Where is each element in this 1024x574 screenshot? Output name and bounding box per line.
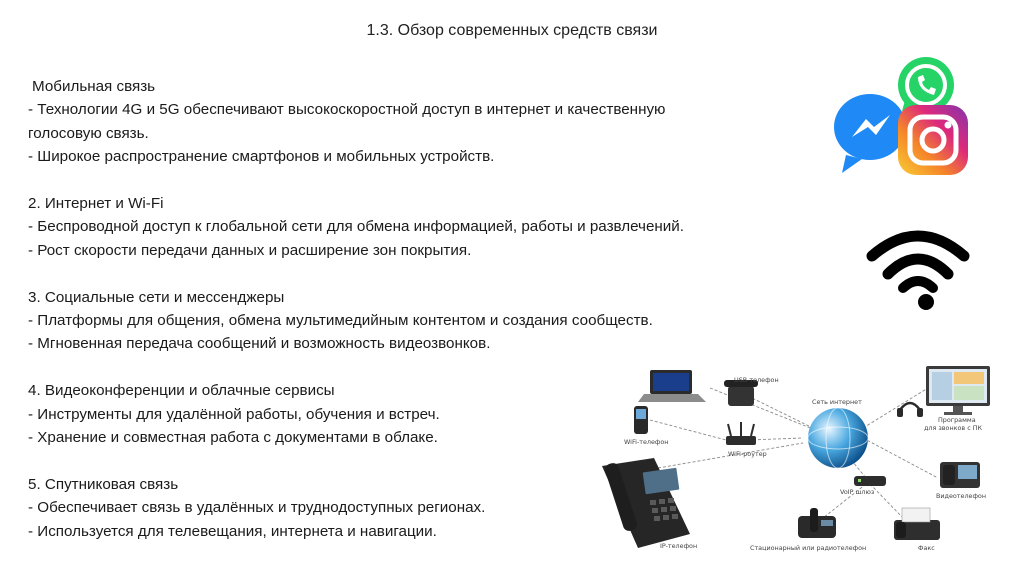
label-usb-phone: USB-телефон	[734, 376, 779, 384]
label-wifi-phone: WiFi-телефон	[624, 438, 669, 446]
section-line: - Платформы для общения, обмена мультимедийным контентом и создания сообществ.	[28, 312, 653, 330]
label-video-phone: Видеотелефон	[936, 492, 987, 500]
label-program: Программа	[938, 416, 976, 424]
messenger-icon	[834, 94, 906, 173]
label-voip-gateway: VoIP шлюз	[840, 488, 875, 496]
section-line: - Рост скорости передачи данных и расширение зон покрытия.	[28, 241, 472, 259]
label-landline: Стационарный или радиотелефон	[750, 544, 867, 552]
section-line: - Хранение и совместная работа с документами в облаке.	[28, 429, 438, 447]
instagram-icon	[898, 105, 968, 175]
label-internet: Сеть интернет	[812, 398, 862, 406]
spacer	[28, 262, 818, 285]
section-heading-social: 3. Социальные сети и мессенджеры	[28, 288, 285, 306]
label-fax: Факс	[918, 544, 935, 552]
network-diagram-graphics	[598, 358, 998, 558]
wifi-icon	[866, 222, 970, 312]
spacer	[28, 169, 818, 192]
network-diagram	[598, 358, 998, 558]
section-line: - Широкое распространение смартфонов и мобильных устройств.	[28, 148, 495, 166]
headset-icon	[897, 403, 923, 417]
section-heading-satellite: 5. Спутниковая связь	[28, 475, 179, 493]
section-heading-mobile: Мобильная связь	[32, 78, 156, 95]
section-line: голосовую связь.	[28, 124, 149, 142]
pc-monitor-icon	[926, 366, 990, 415]
fax-icon	[894, 508, 940, 540]
label-ip-phone: IP-телефон	[660, 542, 698, 550]
whatsapp-icon	[898, 57, 954, 113]
section-line: - Обеспечивает связь в удалённых и труднодоступных регионах.	[28, 499, 486, 517]
wifi-router-icon	[726, 422, 756, 445]
section-line: - Технологии 4G и 5G обеспечивают высокоскоростной доступ в интернет и качественную	[28, 101, 666, 119]
slide-title: 1.3. Обзор современных средств связи	[366, 22, 658, 39]
label-wifi-router: WiFi-роутер	[728, 450, 767, 458]
section-line: - Беспроводной доступ к глобальной сети для обмена информацией, работы и развлечений.	[28, 218, 684, 236]
ip-phone-icon	[602, 458, 690, 548]
label-program-sub: для звонков с ПК	[924, 424, 983, 432]
video-phone-icon	[940, 462, 980, 488]
section-line: - Используется для телевещания, интернета и навигации.	[28, 522, 437, 540]
social-apps-image	[832, 55, 972, 180]
connection-lines	[650, 388, 938, 523]
voip-gateway-icon	[854, 476, 886, 486]
internet-globe-icon	[808, 408, 868, 468]
section-line: - Инструменты для удалённой работы, обучения и встреч.	[28, 405, 440, 423]
section-heading-video: 4. Видеоконференции и облачные сервисы	[28, 382, 335, 400]
wifi-phone-icon	[634, 406, 648, 434]
laptop-icon	[638, 370, 706, 402]
section-line: - Мгновенная передача сообщений и возможность видеозвонков.	[28, 335, 491, 353]
section-heading-internet: 2. Интернет и Wi-Fi	[28, 195, 164, 213]
